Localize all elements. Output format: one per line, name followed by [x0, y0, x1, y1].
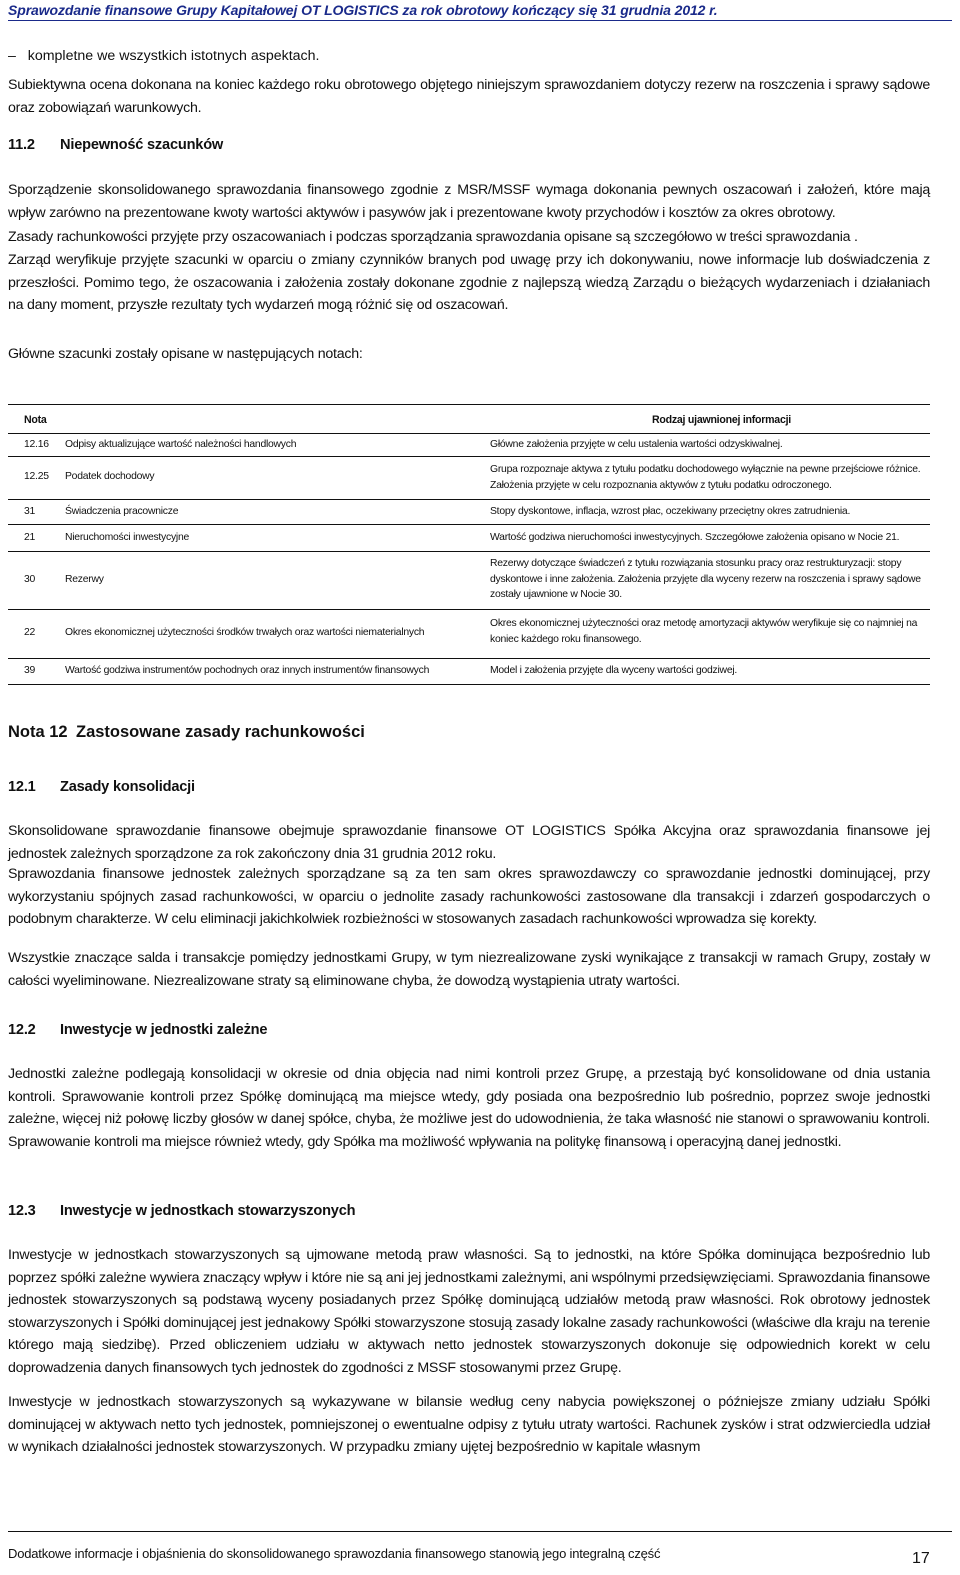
- table-row: [8, 500, 930, 525]
- nota-12-heading: [8, 723, 365, 742]
- nota-number: Nota 12: [8, 723, 68, 741]
- paragraph-12-1-3: Wszystkie znaczące salda i transakcje pomiędzy jednostkami Grupy, w tym niezrealizowane zyski wynikające z transakcji w ramach Grupy, zostały w całości wyeliminowane. Niezrealizowane straty są eliminowane chyba, że dowodzą wystąpienia utraty wartości.: [8, 950, 930, 989]
- table-row: [8, 457, 930, 500]
- estimates-table: [8, 404, 930, 685]
- dash-item-text: kompletne we wszystkich istotnych aspektach.: [27, 48, 320, 64]
- row-nota: 39: [24, 665, 36, 676]
- row-name: Świadczenia pracownicze: [65, 506, 179, 517]
- row-info: Główne założenia przyjęte w celu ustalenia wartości odzyskiwalnej.: [490, 439, 783, 450]
- row-nota: 30: [24, 574, 36, 585]
- row-name: Rezerwy: [65, 574, 104, 585]
- table-row: [8, 552, 930, 610]
- dash-list-item: [8, 48, 319, 64]
- section-heading-12-2: [8, 1022, 267, 1038]
- table-row: [8, 434, 930, 457]
- paragraph-11-2-4: Główne szacunki zostały opisane w następujących notach:: [8, 346, 363, 362]
- dash-bullet: –: [8, 48, 16, 64]
- section-heading-11-2: [8, 137, 223, 153]
- row-nota: 12.16: [24, 439, 49, 450]
- row-nota: 21: [24, 532, 36, 543]
- document-header-title: Sprawozdanie finansowe Grupy Kapitałowej OT LOGISTICS za rok obrotowy kończący się 31 grudnia 2012 r.: [8, 2, 718, 18]
- row-name: Okres ekonomicznej użyteczności środków trwałych oraz wartości niematerialnych: [65, 627, 425, 638]
- row-name: Nieruchomości inwestycyjne: [65, 532, 190, 543]
- row-name: Wartość godziwa instrumentów pochodnych oraz innych instrumentów finansowych: [65, 665, 430, 676]
- table-header-note: Nota: [24, 414, 47, 426]
- section-heading-12-3: [8, 1203, 355, 1219]
- row-nota: 12.25: [24, 471, 49, 482]
- paragraph-11-2-2: Zasady rachunkowości przyjęte przy oszacowaniach i podczas sporządzania sprawozdania opisane są szczegółowo w treści sprawozdania .: [8, 229, 858, 245]
- row-name: Odpisy aktualizujące wartość należności handlowych: [65, 439, 297, 450]
- table-row: [8, 525, 930, 552]
- footer-rule: [8, 1531, 952, 1532]
- row-info: Okres ekonomicznej użyteczności oraz metodę amortyzacji aktywów weryfikuje się co najmniej na koniec każdego roku finansowego.: [490, 618, 918, 645]
- section-number: 11.2: [8, 137, 35, 153]
- row-nota: 31: [24, 506, 36, 517]
- header-rule: [8, 20, 952, 21]
- section-title: Inwestycje w jednostkach stowarzyszonych: [60, 1203, 356, 1219]
- table-row: [8, 610, 930, 659]
- paragraph-12-1-1: Skonsolidowane sprawozdanie finansowe obejmuje sprawozdanie finansowe OT LOGISTICS Spółka Akcyjna oraz sprawozdania finansowe jej jednostek zależnych sporządzone za rok zakończony dnia 31 grudnia 2012 roku.: [8, 823, 930, 862]
- row-info: Wartość godziwa nieruchomości inwestycyjnych. Szczegółowe założenia opisano w Nocie 21.: [490, 532, 900, 543]
- section-number: 12.3: [8, 1203, 36, 1219]
- row-info: Stopy dyskontowe, inflacja, wzrost płac, oczekiwany przeciętny okres zatrudnienia.: [490, 506, 851, 517]
- section-title: Inwestycje w jednostki zależne: [60, 1022, 268, 1038]
- intro-paragraph: Subiektywna ocena dokonana na koniec każdego roku obrotowego objętego niniejszym sprawozdaniem dotyczy rezerw na roszczenia i sprawy sądowe oraz zobowiązań warunkowych.: [8, 77, 930, 116]
- section-title: Zasady konsolidacji: [60, 779, 195, 795]
- paragraph-11-2-1: Sporządzenie skonsolidowanego sprawozdania finansowego zgodnie z MSR/MSSF wymaga dokonania pewnych oszacowań i założeń, które mają wpływ zarówno na prezentowane kwoty wartości aktywów i pasywów jak i prezentowane kwoty przychodów i kosztów za okres obrotowy.: [8, 182, 930, 221]
- section-number: 12.2: [8, 1022, 36, 1038]
- row-info: Rezerwy dotyczące świadczeń z tytułu rozwiązania stosunku pracy oraz restrukturyzacji: stopy dyskontowe i inne założenia. Założenia przyjęte dla wyceny rezerw na roszczenia i sprawy sądowe zostały ujawnione w Nocie 30.: [490, 558, 921, 600]
- paragraph-12-3-2: Inwestycje w jednostkach stowarzyszonych są wykazywane w bilansie według ceny nabycia powiększonej o późniejsze zmiany udziału Spółki dominującej w aktywach netto tych jednostek, pomniejszonej o ewentualne odpisy z tytułu utraty wartości. Rachunek zysków i strat odzwierciedla udział w wynikach działalności jednostek stowarzyszonych. W przypadku zmiany ujętej bezpośrednio w kapitale własnym: [8, 1394, 930, 1456]
- page-number: 17: [912, 1550, 930, 1567]
- paragraph-12-3-1: Inwestycje w jednostkach stowarzyszonych są ujmowane metodą praw własności. Są to jednostki, na które Spółka dominująca bezpośrednio lub poprzez spółki zależne wywiera znaczący wpływ i które nie są ani jej jednostkami zależnymi, ani wspólnymi przedsięwzięciami. Sprawozdania finansowe jednostek stowarzyszonych są podstawą wyceny posiadanych przez Spółkę dominującą udziałów metodą praw własności. Rok obrotowy jednostek stowarzyszonych i Spółki dominującej jest jednakowy Spółki stowarzyszone stosują zasady lokalne zasady rachunkowości (właściwe dla kraju na terenie którego mają siedzibę). Przed obliczeniem udziału w aktywach netto jednostek stowarzyszonych dokonuje się odpowiednich korekt w celu doprowadzenia danych finansowych tych jednostek do zgodności z MSSF stosowanymi przez Grupę.: [8, 1247, 930, 1376]
- footer-text: Dodatkowe informacje i objaśnienia do skonsolidowanego sprawozdania finansowego stanowią jego integralną część: [8, 1546, 661, 1561]
- section-number: 12.1: [8, 779, 36, 795]
- table-row: [8, 659, 930, 685]
- row-nota: 22: [24, 627, 36, 638]
- table-header: [8, 405, 930, 434]
- nota-title: Zastosowane zasady rachunkowości: [76, 723, 365, 741]
- row-name: Podatek dochodowy: [65, 471, 155, 482]
- paragraph-12-1-2: Sprawozdania finansowe jednostek zależnych sporządzane są za ten sam okres sprawozdawczy co sprawozdanie jednostki dominującej, przy wykorzystaniu spójnych zasad rachunkowości, w oparciu o jednolite zasady rachunkowości zastosowane dla transakcji i zdarzeń gospodarczych o podobnym charakterze. W celu eliminacji jakichkolwiek rozbieżności w stosowanych zasadach rachunkowości wprowadza się korekty.: [8, 866, 930, 928]
- row-info: Model i założenia przyjęte dla wyceny wartości godziwej.: [490, 665, 738, 676]
- table-header-info: Rodzaj ujawnionej informacji: [652, 414, 791, 426]
- section-heading-12-1: [8, 779, 195, 795]
- paragraph-12-2-1: Jednostki zależne podlegają konsolidacji w okresie od dnia objęcia nad nimi kontroli przez Grupę, a przestają być konsolidowane od dnia ustania kontroli. Sprawowanie kontroli przez Spółkę dominującą ma miejsce wtedy, gdy posiada ona bezpośrednio lub pośrednio, poprzez swoje jednostki zależne, więcej niż połowę liczby głosów w danej spółce, chyba, że możliwe jest do udowodnienia, że taka własność nie stanowi o sprawowaniu kontroli. Sprawowanie kontroli ma miejsce również wtedy, gdy Spółka ma możliwość wpływania na politykę finansową i operacyjną danej jednostki.: [8, 1066, 930, 1150]
- paragraph-11-2-3: Zarząd weryfikuje przyjęte szacunki w oparciu o zmiany czynników branych pod uwagę przy ich dokonywaniu, nowe informacje lub doświadczenia z przeszłości. Pomimo tego, że oszacowania i założenia zostały dokonane zgodnie z najlepszą wiedzą Zarządu o bieżących wydarzeniach i działaniach na dany moment, przyszłe rezultaty tych wydarzeń mogą różnić się od oszacowań.: [8, 252, 930, 314]
- section-title: Niepewność szacunków: [60, 137, 224, 153]
- row-info: Grupa rozpoznaje aktywa z tytułu podatku dochodowego wyłącznie na pewne przejściowe różnice. Założenia przyjęte w celu rozpoznania aktywów z tytułu podatku odroczonego.: [490, 464, 921, 491]
